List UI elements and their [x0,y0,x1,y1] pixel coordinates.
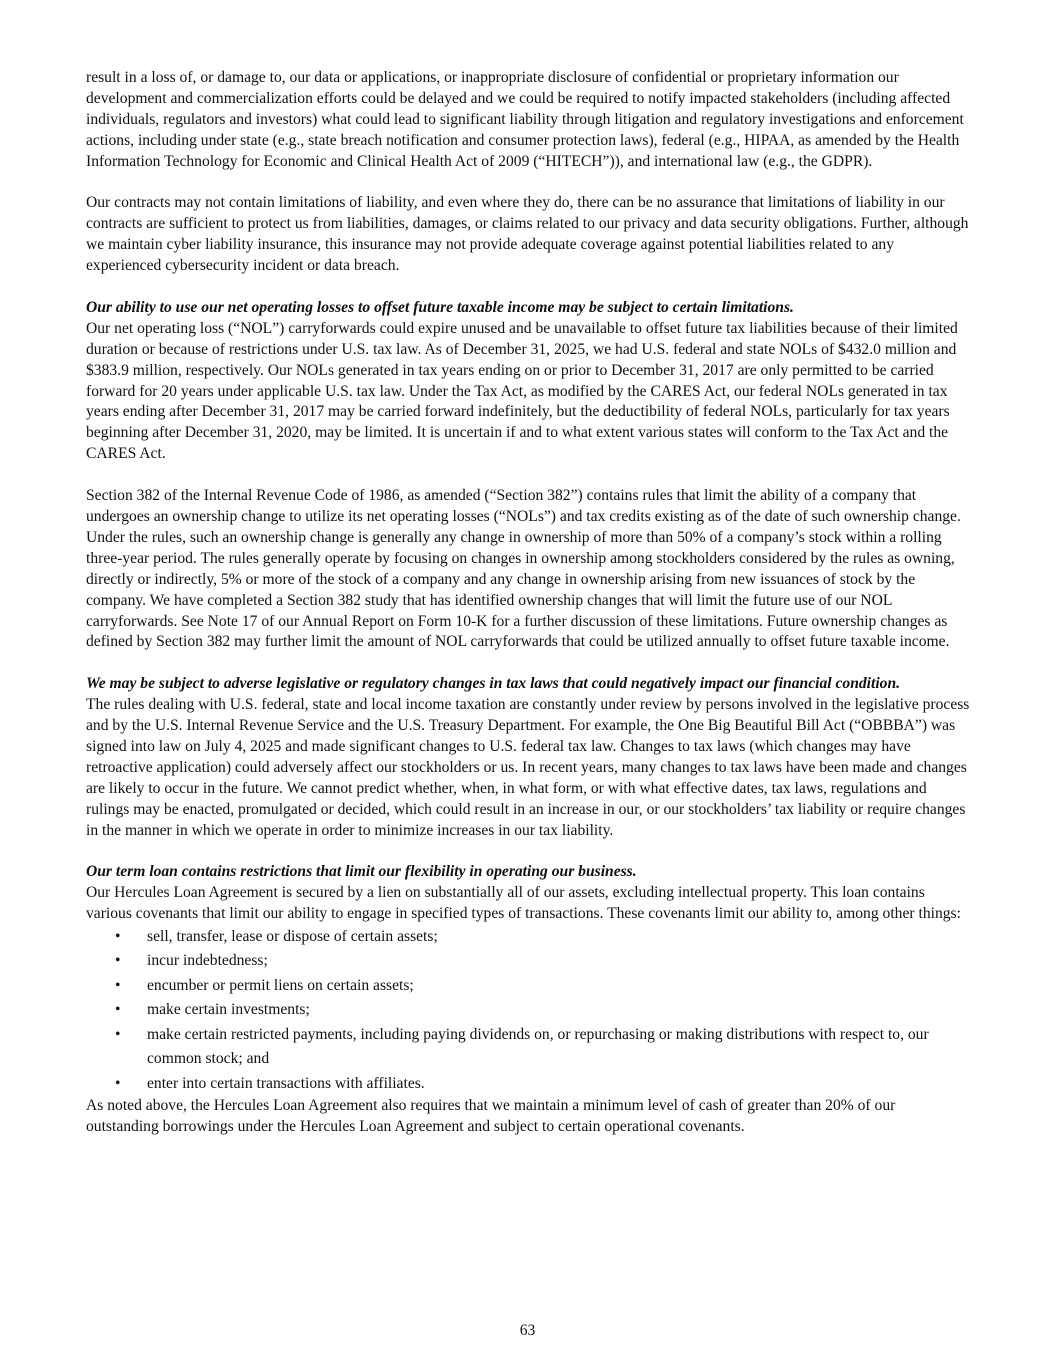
paragraph-section-382: Section 382 of the Internal Revenue Code of 1986, as amended (“Section 382”) contains rules that limit the ability of a company that undergoes an ownership change to utilize its net operating losses (“NOLs”) and tax credits existing as of the date of such ownership change. Under the rules, such an ownership change is generally any change in ownership of more than 50% of a company’s stock within a rolling three-year period. The rules generally operate by focusing on changes in ownership among stockholders considered by the rules as owning, directly or indirectly, 5% or more of the stock of a company and any change in ownership arising from new issuances of stock by the company. We have completed a Section 382 study that has identified ownership changes that will limit the future use of our NOL carryforwards. See Note 17 of our Annual Report on Form 10-K for a further discussion of these limitations. Future ownership changes as defined by Section 382 may further limit the amount of NOL carryforwards that could be utilized annually to offset future taxable income. [86,487,961,651]
paragraph-contract-liability: Our contracts may not contain limitations of liability, and even where they do, there can be no assurance that limitations of liability in our contracts are sufficient to protect us from liabilities, damages, or claims related to our privacy and data security obligations. Further, although we maintain cyber liability insurance, this insurance may not provide adequate coverage against potential liabilities related to any experienced cybersecurity incident or data breach. [86,194,969,275]
bullet-icon: • [115,952,121,970]
list-item: • encumber or permit liens on certain assets; [86,974,970,998]
bullet-icon: • [115,928,121,946]
paragraph-hercules-loan: Our Hercules Loan Agreement is secured by a lien on substantially all of our assets, excluding intellectual property. This loan contains various covenants that limit our ability to engage in specified types of transactions. These covenants limit our ability to, among other things: [86,884,961,923]
list-item: • make certain investments; [86,998,970,1022]
heading-tax-law-changes: We may be subject to adverse legislative or regulatory changes in tax laws that could negatively impact our financial condition. [86,675,901,693]
bullet-icon: • [115,1025,121,1043]
bullet-icon: • [115,976,121,994]
heading-net-operating-losses: Our ability to use our net operating losses to offset future taxable income may be subject to certain limitations. [86,298,794,316]
document-page [86,68,970,1138]
bullet-icon: • [115,1074,121,1092]
bullet-icon: • [115,1001,121,1019]
page-number: 63 [519,1322,536,1339]
list-item: • sell, transfer, lease or dispose of certain assets; [86,925,970,949]
paragraph-data-breach-consequences: result in a loss of, or damage to, our data or applications, or inappropriate disclosure of confidential or proprietary information our development and commercialization efforts could be delayed and we could be required to notify impacted stakeholders (including affected individuals, regulators and investors) what could lead to significant liability through litigation and regulatory investigations and enforcement actions, including under state (e.g., state breach notification and consumer protection laws), federal (e.g., HIPAA, as amended by the Health Information Technology for Economic and Clinical Health Act of 2009 (“HITECH”)), and international law (e.g., the GDPR). [86,69,964,170]
list-item: • enter into certain transactions with affiliates. [86,1072,970,1096]
heading-term-loan-restrictions: Our term loan contains restrictions that limit our flexibility in operating our business. [86,863,637,881]
paragraph-nol-carryforwards: Our net operating loss (“NOL”) carryforwards could expire unused and be unavailable to offset future tax liabilities because of their limited duration or because of restrictions under U.S. tax law. As of December 31, 2025, we had U.S. federal and state NOLs of $432.0 million and $383.9 million, respectively. Our NOLs generated in tax years ending on or prior to December 31, 2017 are only permitted to be carried forward for 20 years under applicable U.S. tax law. Under the Tax Act, as modified by the CARES Act, our federal NOLs generated in tax years ending after December 31, 2017 may be carried forward indefinitely, but the deductibility of federal NOLs, particularly for tax years beginning after December 31, 2020, may be limited. It is uncertain if and to what extent various states will conform to the Tax Act and the CARES Act. [86,319,958,463]
covenant-list [86,925,970,1096]
paragraph-minimum-cash: As noted above, the Hercules Loan Agreement also requires that we maintain a minimum level of cash of greater than 20% of our outstanding borrowings under the Hercules Loan Agreement and subject to certain operational covenants. [86,1096,896,1135]
list-item: • incur indebtedness; [86,949,970,973]
list-item: • make certain restricted payments, including paying dividends on, or repurchasing or making distributions with respect to, our common stock; and [86,1023,970,1072]
paragraph-tax-law-review: The rules dealing with U.S. federal, state and local income taxation are constantly under review by persons involved in the legislative process and by the U.S. Internal Revenue Service and the U.S. Treasury Department. For example, the One Big Beautiful Bill Act (“OBBBA”) was signed into law on July 4, 2025 and made significant changes to U.S. federal tax law. Changes to tax laws (which changes may have retroactive application) could adversely affect our stockholders or us. In recent years, many changes to tax laws have been made and changes are likely to occur in the future. We cannot predict whether, when, in what form, or with what effective dates, tax laws, regulations and rulings may be enacted, promulgated or decided, which could result in an increase in our, or our stockholders’ tax liability or require changes in the manner in which we operate in order to minimize increases in our tax liability. [86,696,970,839]
